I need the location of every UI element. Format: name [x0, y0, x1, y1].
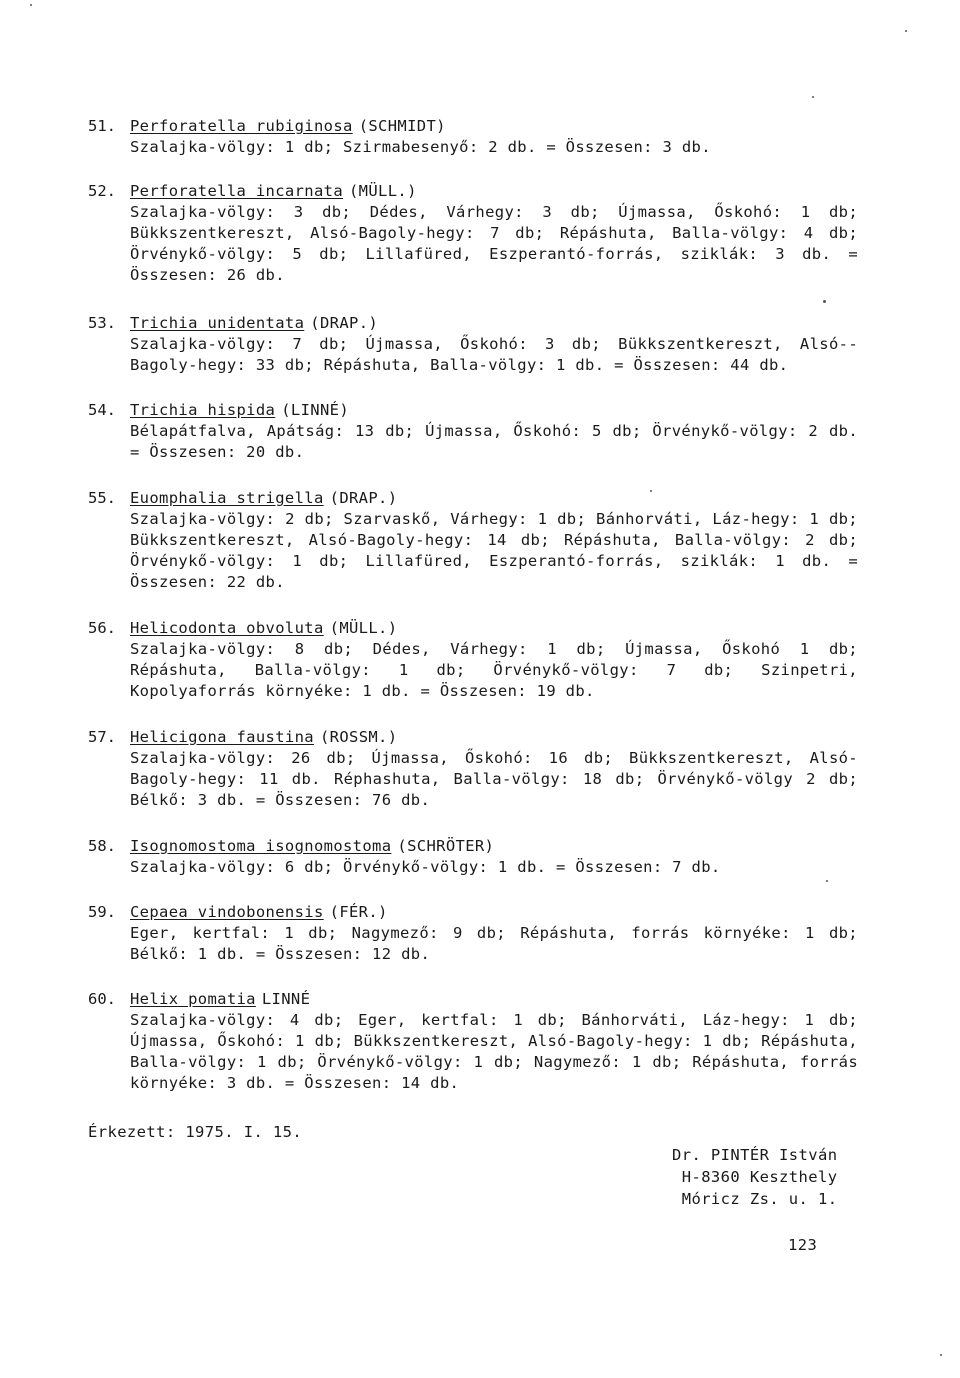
entry-number: 51.: [88, 117, 116, 135]
species-name: Trichia hispida: [130, 401, 276, 419]
scan-speck: [905, 30, 907, 32]
species-name: Perforatella rubiginosa: [130, 117, 353, 135]
species-locations: Eger, kertfal: 1 db; Nagymező: 9 db; Répáshuta, forrás környéke: 1 db; Bélkő: 1 db. = Összesen: 12 db.: [130, 924, 858, 963]
scan-speck: [812, 96, 814, 98]
entry-heading: [130, 902, 858, 923]
entry-heading: [130, 400, 858, 421]
species-locations: Szalajka-völgy: 2 db; Szarvaskő, Várhegy: 1 db; Bánhorváti, Láz-hegy: 1 db; Bükkszentkereszt, Alsó-Bagoly-hegy: 14 db; Répáshuta, Balla-völgy: 2 db; Örvénykő-völgy: 1 db; Lillafüred, Eszperantó-forrás, sziklák: 1 db. = Összesen: 22 db.: [130, 510, 858, 591]
entry-number: 52.: [88, 182, 116, 200]
species-entry-55: [88, 488, 858, 593]
species-locations: Szalajka-völgy: 6 db; Örvénykő-völgy: 1 db. = Összesen: 7 db.: [130, 858, 721, 876]
entry-heading: [130, 618, 858, 639]
entry-number: 54.: [88, 401, 116, 419]
species-entry-58: [88, 836, 858, 878]
entry-heading: [130, 313, 858, 334]
scan-speck: [823, 300, 826, 303]
species-locations: Szalajka-völgy: 4 db; Eger, kertfal: 1 db; Bánhorváti, Láz-hegy: 1 db; Újmassa, Őskohó: 1 db; Bükkszentkereszt, Alsó-Bagoly-hegy: 1 db; Répáshuta, Balla-völgy: 1 db; Örvénykő-völgy: 1 db; Nagymező: 1 db; Répáshuta, forrás környéke: 3 db. = Összesen: 14 db.: [130, 1011, 858, 1092]
species-author: (ROSSM.): [319, 728, 398, 746]
species-entry-54: [88, 400, 858, 463]
species-name: Trichia unidentata: [130, 314, 305, 332]
species-author: (DRAP.): [310, 314, 379, 332]
author-postal-city: H-8360 Keszthely: [681, 1168, 838, 1186]
species-entry-56: [88, 618, 858, 702]
species-name: Euomphalia strigella: [130, 489, 324, 507]
scan-speck: [650, 490, 652, 492]
species-author: (FÉR.): [329, 903, 388, 921]
species-entry-57: [88, 727, 858, 811]
species-author: (SCHRÖTER): [397, 837, 495, 855]
entry-heading: [130, 116, 858, 137]
species-locations: Szalajka-völgy: 26 db; Újmassa, Őskohó: 16 db; Bükkszentkereszt, Alsó-Bagoly-hegy: 11 db. Réphashuta, Balla-völgy: 18 db; Örvénykő-völgy 2 db; Bélkő: 3 db. = Összesen: 76 db.: [130, 749, 858, 809]
entry-heading: [130, 727, 858, 748]
species-name: Cepaea vindobonensis: [130, 903, 324, 921]
species-locations: Bélapátfalva, Apátság: 13 db; Újmassa, Őskohó: 5 db; Örvénykő-völgy: 2 db. = Összesen: 20 db.: [130, 422, 858, 461]
species-name: Helicigona faustina: [130, 728, 314, 746]
entry-number: 59.: [88, 903, 116, 921]
species-author: (LINNÉ): [281, 401, 350, 419]
scan-speck: [826, 880, 828, 882]
species-author: (MÜLL.): [329, 619, 398, 637]
species-locations: Szalajka-völgy: 1 db; Szirmabesenyő: 2 db. = Összesen: 3 db.: [130, 138, 711, 156]
entry-number: 55.: [88, 489, 116, 507]
species-author: LINNÉ: [261, 990, 311, 1008]
author-name: Dr. PINTÉR István: [672, 1146, 838, 1164]
entry-heading: [130, 488, 858, 509]
entry-number: 58.: [88, 837, 116, 855]
author-street: Móricz Zs. u. 1.: [681, 1190, 838, 1208]
species-entry-52: [88, 181, 858, 286]
species-name: Helicodonta obvoluta: [130, 619, 324, 637]
species-author: (SCHMIDT): [358, 117, 446, 135]
entry-number: 53.: [88, 314, 116, 332]
species-name: Perforatella incarnata: [130, 182, 343, 200]
species-locations: Szalajka-völgy: 3 db; Dédes, Várhegy: 3 db; Újmassa, Őskohó: 1 db; Bükkszentkereszt, Alsó-Bagoly-hegy: 7 db; Répáshuta, Balla-völgy: 4 db; Örvénykő-völgy: 5 db; Lillafüred, Eszperantó-forrás, sziklák: 3 db. = Összesen: 26 db.: [130, 203, 858, 284]
species-entry-51: [88, 116, 858, 158]
species-locations: Szalajka-völgy: 7 db; Újmassa, Őskohó: 3 db; Bükkszentkereszt, Alsó--Bagoly-hegy: 33 db; Répáshuta, Balla-völgy: 1 db. = Összesen: 44 db.: [130, 335, 858, 374]
scan-speck: [940, 1354, 942, 1356]
entry-number: 60.: [88, 990, 116, 1008]
species-entry-60: [88, 989, 858, 1094]
species-name: Helix pomatia: [130, 990, 256, 1008]
species-entry-53: [88, 313, 858, 376]
scan-speck: [30, 4, 32, 6]
species-entry-59: [88, 902, 858, 965]
species-author: (MÜLL.): [349, 182, 417, 200]
species-locations: Szalajka-völgy: 8 db; Dédes, Várhegy: 1 db; Újmassa, Őskohó 1 db; Répáshuta, Balla-völgy: 1 db; Örvénykő-völgy: 7 db; Szinpetri, Kopolyaforrás környéke: 1 db. = Összesen: 19 db.: [130, 640, 858, 700]
species-author: (DRAP.): [329, 489, 398, 507]
entry-number: 57.: [88, 728, 116, 746]
author-signature-block: [672, 1144, 837, 1210]
species-name: Isognomostoma isognomostoma: [130, 837, 392, 855]
entry-heading: [130, 836, 858, 857]
entry-heading: [130, 181, 858, 202]
received-date: Érkezett: 1975. I. 15.: [88, 1123, 303, 1141]
entry-number: 56.: [88, 619, 116, 637]
entry-heading: [130, 989, 858, 1010]
page-number: 123: [788, 1236, 818, 1254]
